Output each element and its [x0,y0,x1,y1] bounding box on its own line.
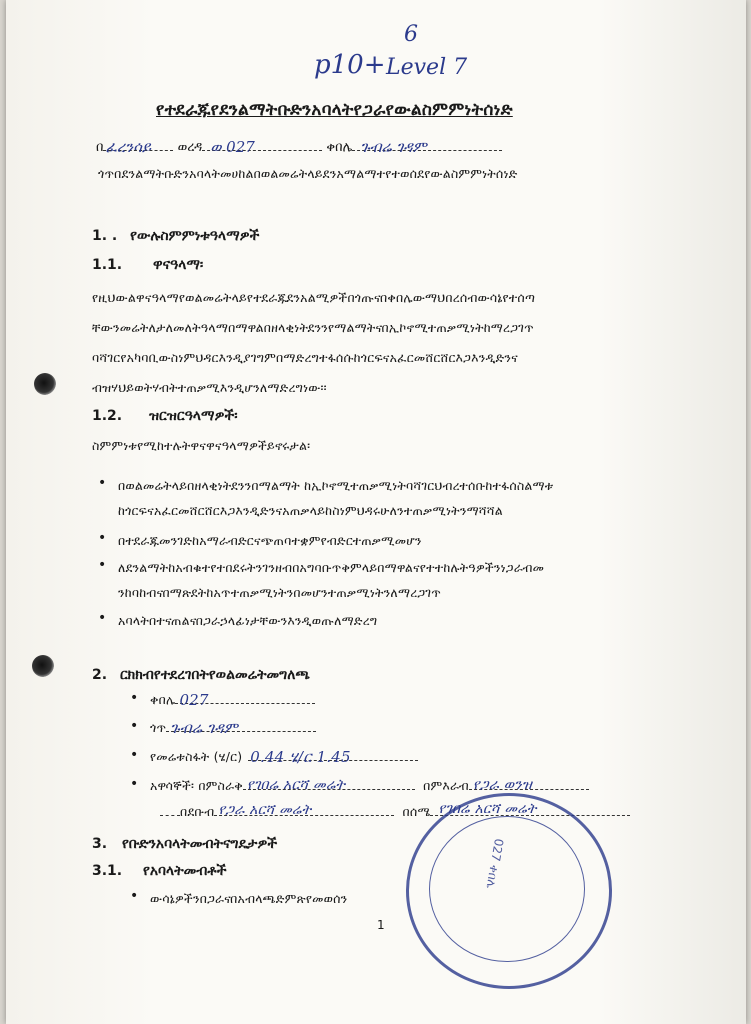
official-stamp [406,793,612,989]
s2-kebele-value: 027 [179,691,209,709]
section3-number: 3. [92,836,108,852]
s2-south-value: የጋራ አርሻ መሬት [218,802,312,818]
s2-east-value: የገበሬ አርሻ መሬት [246,777,346,793]
section2-number: 2. [92,667,108,683]
s2-got-value: ጉብሬ ገዳም [170,719,239,737]
stamp-inner-ring [429,816,585,962]
bullet: • [98,610,107,626]
bullet4-line1: አባላትበተናጠልናበጋራኃላፊነታቸውንእንዲወጡለማድረግ [118,613,378,628]
section1-heading [92,228,259,244]
bullet1-line2: ከጎርፍናአፈርመሸርሸርእጋእንዲድንናአጠቃላይከስነምህዳሩሁለንተጠቃሚነትንማሻሻል [118,503,503,518]
bullet: • [98,475,107,491]
bullet: • [130,690,139,706]
s2-area-label: የመሬቱስፋት (ሄ/ር) [150,749,243,764]
document-subtitle: ጎጥበደንልማትቡድንአባላትመሀከልበወልመሬትላይደንአማልማተየተወሰደየውልስምምነትሰነድ [98,166,518,181]
section1-1-para-line4: ብዝሃህይወትሃብትተጠቃሚእንዲሆንለማድረግነው፡፡ [92,380,327,395]
section3-1-title: የአባላትመብቶች [143,863,227,879]
bullet3-line1: ለደንልማትከአብቁተየተበደሩትንገንዘብበአግባቡጥቅምላይበማዋልናየተተከሉትዓዎችንነጋራብመ [118,560,545,575]
s2-row-area [150,749,418,765]
punch-hole-top [34,373,56,395]
value-b: ፈረንሳይ [105,138,152,156]
s2-row-east-west [150,778,589,794]
s2-west-value: የጋራ ወንዝ [472,777,533,793]
section3-1-number: 3.1. [92,863,123,879]
s2-north-value: የገበሬ አርሻ መሬት [438,801,537,817]
bullet: • [98,530,107,546]
section2-title: ርክክብየተደረገበትየወልመሬትመግለጫ [119,667,310,683]
section1-1-para-line3: ባሻገርየአካባቢውስነምህዳርእንዲያገግምበማድረግተፋሰሱከጎርፍናአፈርመሸርሸርእጋእንዲድንና [92,350,518,365]
section3-1-bullet1: ውሳኔዎችንበጋራናበአብላጫድምጽየመወሰን [150,891,348,906]
s2-west-label: በምእራብ [423,778,469,793]
s2-kebele-line [175,691,315,709]
s2-area-line [248,748,418,766]
bullet: • [130,718,139,734]
s2-got-line [166,719,316,737]
section1-number: 1. . [92,228,118,244]
s2-south-label: በደቡብ [180,804,215,819]
s2-east-label: አዋሳኞች፡ በምስራቅ [150,778,243,793]
s2-row-got [150,720,316,736]
label-b: በ [96,140,104,155]
s2-got-label: ጎጥ [150,720,167,735]
section1-2-title: ዝርዝርዓላማዎች፡ [149,408,238,424]
bullet2-line1: በተደራጁመንገድከአማራብድርናጭጠባተቋምየብድርተጠቃሚመሆን [118,533,422,548]
section1-1-heading [92,257,203,273]
bullet: • [130,776,139,792]
document-title: የተደራጁየደንልማትቡድንአባላትየጋራየውልስምምነትሰነድ [156,100,513,120]
header-line [96,140,502,155]
s2-area-value: 0.44 ሄ/ር 1.45 [250,748,351,766]
value-b-line [103,138,173,156]
handwritten-note-level: Level 7 [386,55,468,80]
s2-west-line [469,777,589,793]
s2-south-line [214,802,394,818]
section2-heading [92,667,310,683]
bullet1-line1: በወልመሬትላይበዘላቂነትደንንበማልማት ከኢኮኖሚተጠቃሚነትባሻገርህብረተሰቡከተፋሰስልማቱ [118,478,554,493]
section3-heading [92,836,277,852]
stamp-text: 027 ቀበሌ [483,837,507,890]
bullet3-line2: ንከባከብናበማጽደትከአጥተጠቃሚነትንበመሆንተጠቃሚነትንለማረጋገጥ [118,585,441,600]
section3-title: የቡድንአባላትመብትናግዴታዎች [121,836,278,852]
value-wereda-line [202,138,322,156]
section1-1-para-line2: ቸውንመሬትለታለመለትዓላማበማዋልበዘላቂነትደንንየማልማትናበኢኮኖሚተጠቃሚነትከማረጋገጥ [92,320,534,335]
bullet: • [130,747,139,763]
section1-1-title: ዋናዓላማ፡ [153,257,204,273]
s2-south-prefix-line [160,815,180,816]
section1-title: የውሉስምምነቱዓላማዎች [130,228,260,244]
value-kebele: ጉብሬ ገዳም [360,138,427,156]
section3-1-heading [92,863,227,879]
s2-kebele-label: ቀበሌ [150,692,176,707]
s2-north-label: በሰሜ [402,804,431,819]
bullet: • [130,888,139,904]
handwritten-note-6: 6 [404,22,418,47]
section1-2-number: 1.2. [92,408,123,424]
page-number: 1 [377,918,385,932]
label-kebele: ቀበሌ [326,140,353,155]
s2-east-line [243,777,415,793]
section1-1-number: 1.1. [92,257,123,273]
label-wereda: ወረዳ [177,140,203,155]
value-kebele-line [352,138,502,156]
punch-hole-bottom [32,655,54,677]
bullet: • [98,557,107,573]
document-page [6,0,746,1024]
value-wereda: ወ 027 [210,138,255,156]
section1-1-para-line1: የዚህውልዋናዓላማየወልመሬትላይየተደራጁደንአልሚዎችበጎጡናበቀበሌውማህበረሰብውሳኔየተሰጣ [92,290,536,305]
handwritten-note-p10: p10+ [314,50,386,80]
section1-2-heading [92,408,238,424]
section1-2-intro: ስምምነቱየሚከተሉትዋናዋናዓላማዎችይኖሩታል፡ [92,438,311,453]
s2-row-kebele [150,692,315,708]
